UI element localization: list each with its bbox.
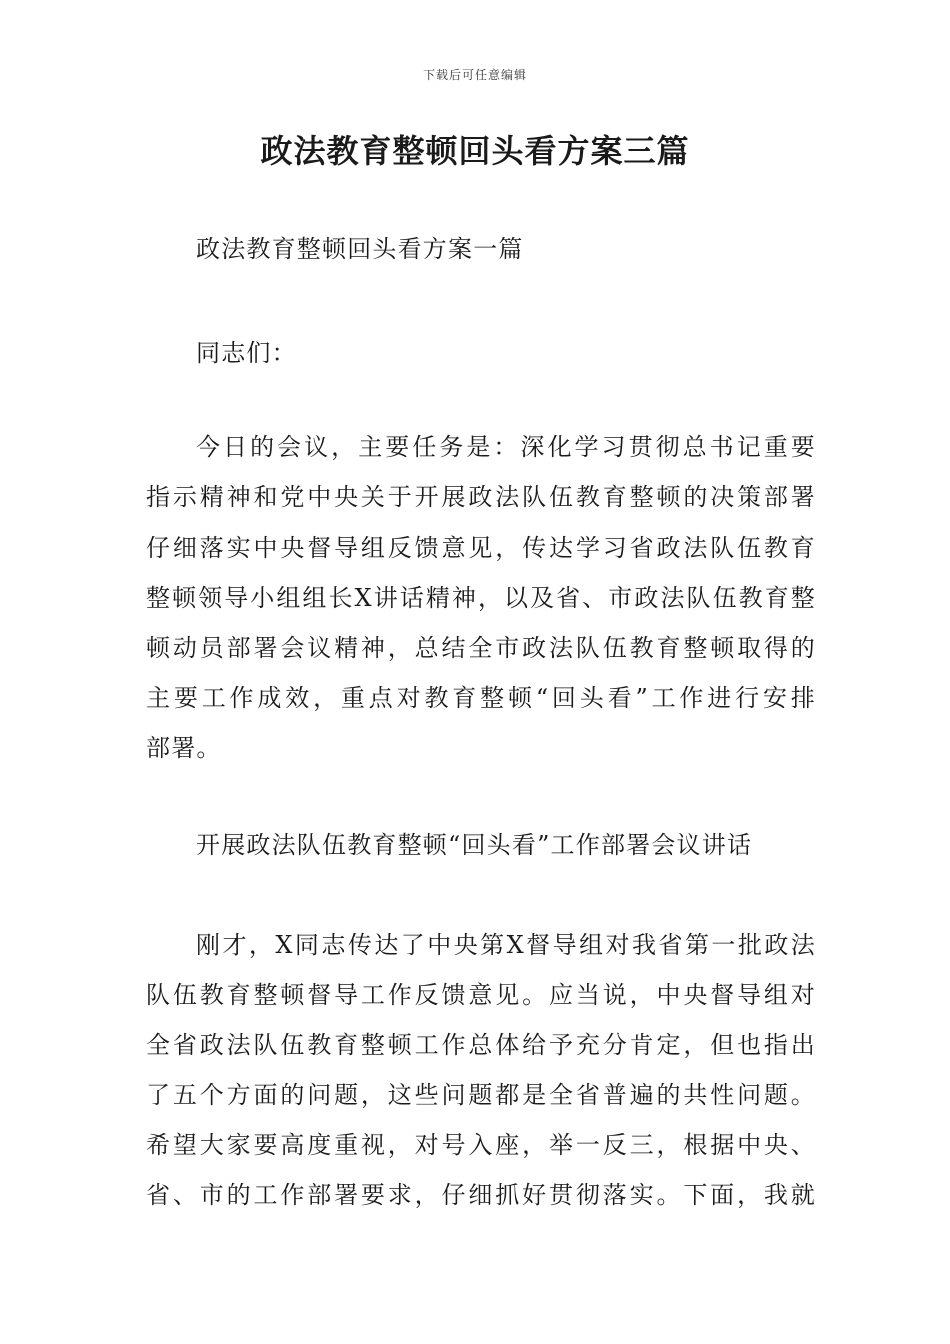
paragraph-1-line-5: 顿动员部署会议精神，总结全市政法队伍教育整顿取得的: [146, 634, 816, 662]
paragraph-1-line-1: 今日的会议，主要任务是：深化学习贯彻总书记重要: [196, 433, 816, 461]
document-title: 政法教育整顿回头看方案三篇: [260, 132, 690, 170]
salutation: 同志们：: [196, 339, 297, 367]
subtitle: 政法教育整顿回头看方案一篇: [196, 235, 524, 263]
paragraph-2-line-3: 全省政法队伍教育整顿工作总体给予充分肯定，但也指出: [146, 1031, 816, 1059]
paragraph-2-line-5: 希望大家要高度重视，对号入座，举一反三，根据中央、: [146, 1131, 816, 1159]
paragraph-2-line-2: 队伍教育整顿督导工作反馈意见。应当说，中央督导组对: [146, 981, 816, 1009]
paragraph-1-line-4: 整顿领导小组组长X讲话精神，以及省、市政法队伍教育整: [146, 584, 816, 612]
paragraph-2-line-6: 省、市的工作部署要求，仔细抓好贯彻落实。下面，我就: [146, 1181, 816, 1209]
header-note: 下载后可任意编辑: [422, 68, 527, 82]
paragraph-2-line-1: 刚才，X同志传达了中央第X督导组对我省第一批政法: [196, 931, 816, 959]
paragraph-1-line-6: 主要工作成效，重点对教育整顿“回头看”工作进行安排: [146, 684, 816, 712]
paragraph-2-line-4: 了五个方面的问题，这些问题都是全省普遍的共性问题。: [146, 1081, 816, 1109]
paragraph-1-line-3: 仔细落实中央督导组反馈意见，传达学习省政法队伍教育: [146, 534, 816, 562]
paragraph-1-line-7: 部署。: [146, 734, 222, 762]
paragraph-1-line-2: 指示精神和党中央关于开展政法队伍教育整顿的决策部署: [146, 483, 816, 511]
section-heading: 开展政法队伍教育整顿“回头看”工作部署会议讲话: [196, 831, 753, 859]
